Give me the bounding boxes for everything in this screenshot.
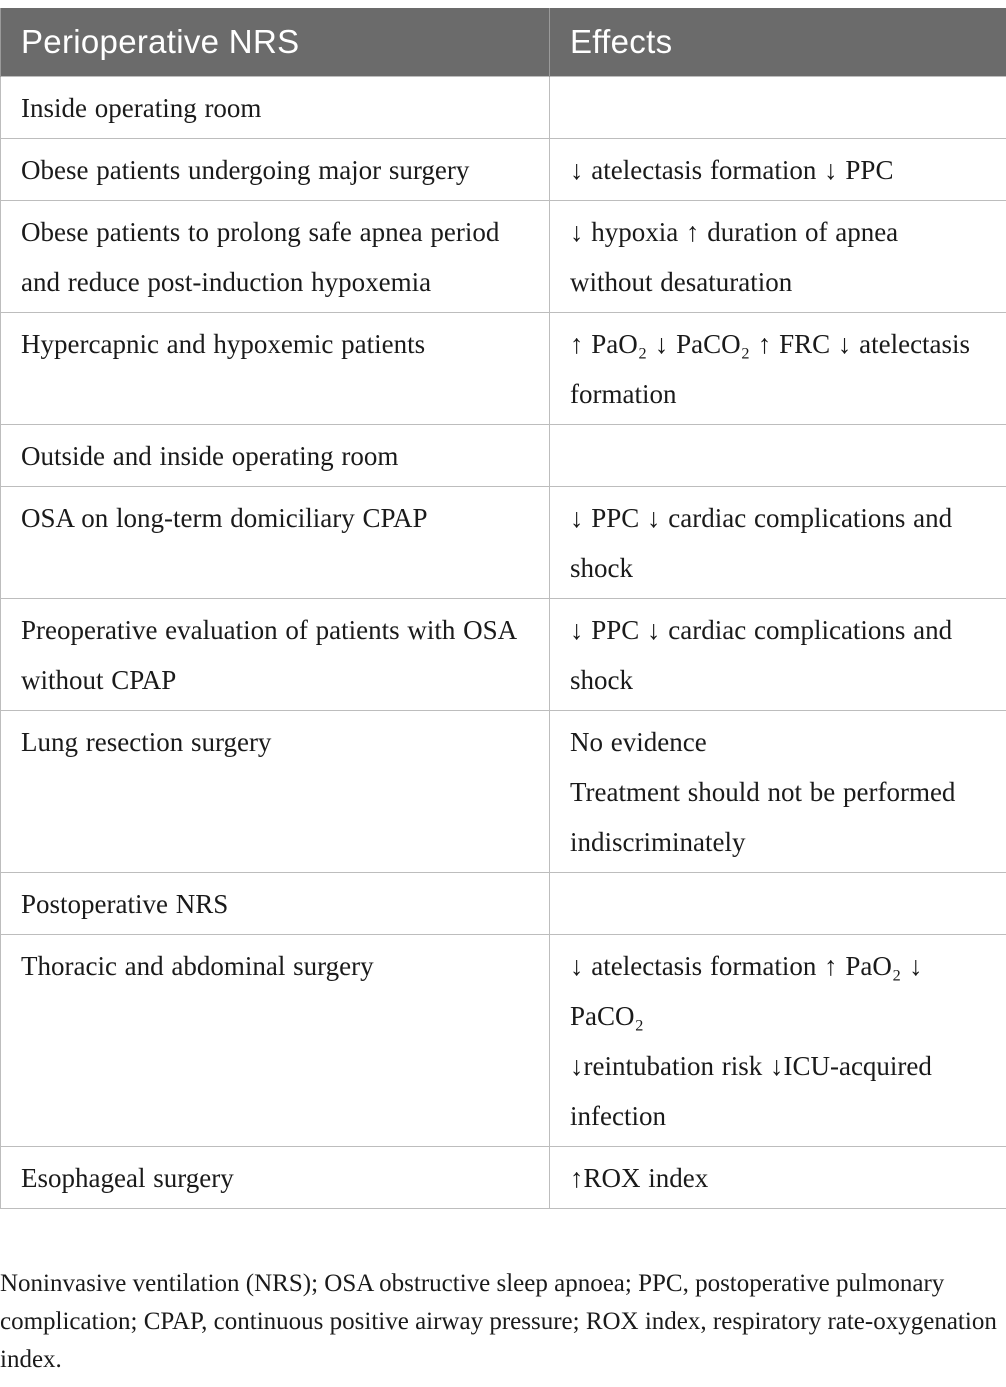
effect-line: No evidence	[570, 727, 707, 757]
row-effects	[550, 935, 1006, 1147]
table-row	[1, 711, 1006, 873]
row-label: Postoperative NRS	[1, 873, 550, 935]
table-row	[1, 201, 1006, 313]
row-label: Obese patients undergoing major surgery	[1, 139, 550, 201]
table-row	[1, 487, 1006, 599]
table-row	[1, 139, 1006, 201]
table-row	[1, 873, 1006, 935]
table-container	[0, 8, 1006, 1209]
row-effects	[550, 425, 1006, 487]
row-effects	[550, 1147, 1006, 1209]
effect-line: ↑ROX index	[570, 1163, 709, 1193]
row-label: Thoracic and abdominal surgery	[1, 935, 550, 1147]
row-label: Lung resection surgery	[1, 711, 550, 873]
table-row	[1, 313, 1006, 425]
table-row	[1, 1147, 1006, 1209]
row-label: Inside operating room	[1, 77, 550, 139]
row-label: Esophageal surgery	[1, 1147, 550, 1209]
row-effects	[550, 873, 1006, 935]
row-label: OSA on long-term domiciliary CPAP	[1, 487, 550, 599]
table-row	[1, 77, 1006, 139]
table-footnote: Noninvasive ventilation (NRS); OSA obstructive sleep apnoea; PPC, postoperative pulmonary complication; CPAP, continuous positive airway pressure; ROX index, respiratory rate-oxygenation index.	[0, 1270, 997, 1373]
table-row	[1, 599, 1006, 711]
effect-line: ↓ atelectasis formation ↓ PPC	[570, 155, 894, 185]
effect-line: ↑ PaO₂ ↓ PaCO₂ ↑ FRC ↓ atelectasis formation	[570, 329, 971, 409]
row-label: Obese patients to prolong safe apnea period and reduce post-induction hypoxemia	[1, 201, 550, 313]
effect-line: ↓ atelectasis formation ↑ PaO₂ ↓ PaCO₂	[570, 951, 923, 1031]
row-label: Preoperative evaluation of patients with OSA without CPAP	[1, 599, 550, 711]
nrs-effects-table	[0, 8, 1006, 1209]
row-label: Outside and inside operating room	[1, 425, 550, 487]
effect-line: ↓ PPC ↓ cardiac complications and shock	[570, 503, 953, 583]
table-row	[1, 935, 1006, 1147]
row-effects	[550, 487, 1006, 599]
row-effects	[550, 711, 1006, 873]
row-label: Hypercapnic and hypoxemic patients	[1, 313, 550, 425]
effect-line: ↓ PPC ↓ cardiac complications and shock	[570, 615, 953, 695]
header-perioperative-nrs: Perioperative NRS	[1, 8, 550, 77]
row-effects	[550, 201, 1006, 313]
row-effects	[550, 77, 1006, 139]
header-effects: Effects	[550, 8, 1006, 77]
effect-line: Treatment should not be performed indiscriminately	[570, 777, 956, 857]
row-effects	[550, 313, 1006, 425]
row-effects	[550, 139, 1006, 201]
effect-line: ↓reintubation risk ↓ICU-acquired infection	[570, 1051, 932, 1131]
row-effects	[550, 599, 1006, 711]
effect-line: ↓ hypoxia ↑ duration of apnea without desaturation	[570, 217, 899, 297]
table-row	[1, 425, 1006, 487]
table-header-row	[1, 8, 1006, 77]
